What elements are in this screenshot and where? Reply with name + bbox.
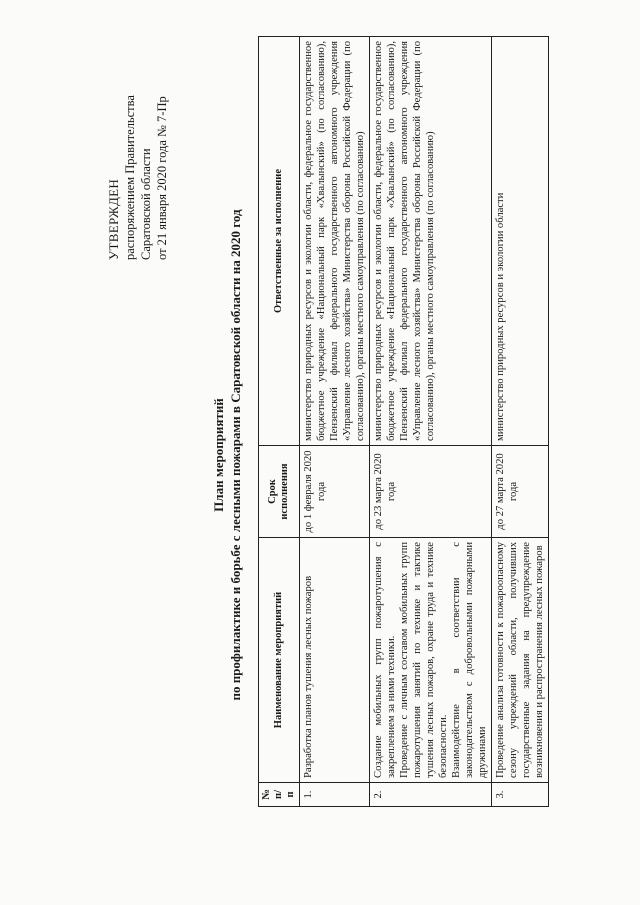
row-name-paragraph: Создание мобильных групп пожаротушения с закреплением за ними техники. [373,542,397,778]
header-responsible: Ответственные за исполнение [259,37,300,446]
row-name-paragraph: Проведение с личным составом мобильных групп пожаротушения занятий по технике и тактике тушения лесных пожаров, охране труда и технике безопасности. [399,542,449,778]
row-term: до 27 марта 2020 года [492,446,549,538]
table-row [300,37,370,807]
approval-line: распоряжением Правительства [123,95,137,260]
document-title [210,155,244,755]
approval-stamp [106,20,170,260]
table-row [370,37,492,807]
header-name: Наименование мероприятий [259,538,300,783]
row-num: 2. [370,783,492,807]
row-name [300,538,370,783]
approval-line: от 21 января 2020 года № 7-Пр [155,96,169,260]
row-responsible: министерство природных ресурсов и экологии области, федеральное государственное бюджетное учреждение «Национальный парк «Хвалынский» (по согласованию), Пензенский филиал федерального государственного автономного учреждения «Управление лесного хозяйства» Министерства обороны Российской Федерации (по согласованию), органы местного самоуправления (по согласованию) [300,37,370,446]
approval-heading: УТВЕРЖДЕН [106,178,121,260]
approval-line: Саратовской области [139,148,153,260]
header-num: № п/п [259,783,300,807]
row-term: до 23 марта 2020 года [370,446,492,538]
row-name-paragraph: Проведение анализа готовности к пожароопасному сезону учреждений области, получивших государственные задания на предупреждение возникновения и распространения лесных пожаров [495,542,545,778]
row-num: 3. [492,783,549,807]
measures-table [258,36,549,807]
row-name [370,538,492,783]
row-name-paragraph: Взаимодействие в соответствии с законодательством с добровольными пожарными дружинами [451,542,488,778]
table-row [492,37,549,807]
title-line: План мероприятий [211,398,226,512]
row-name [492,538,549,783]
row-name-paragraph: Разработка планов тушения лесных пожаров [303,575,314,778]
header-term: Срок исполнения [259,446,300,538]
table-header-row [259,37,300,807]
row-num: 1. [300,783,370,807]
row-term: до 1 февраля 2020 года [300,446,370,538]
row-responsible: министерство природных ресурсов и экологии области [492,37,549,446]
title-line: по профилактике и борьбе с лесными пожарами в Саратовской области на 2020 год [228,209,243,701]
row-responsible: министерство природных ресурсов и экологии области, федеральное государственное бюджетное учреждение «Национальный парк «Хвалынский» (по согласованию), Пензенский филиал федерального государственного автономного учреждения «Управление лесного хозяйства» Министерства обороны Российской Федерации (по согласованию), органы местного самоуправления (по согласованию) [370,37,492,446]
